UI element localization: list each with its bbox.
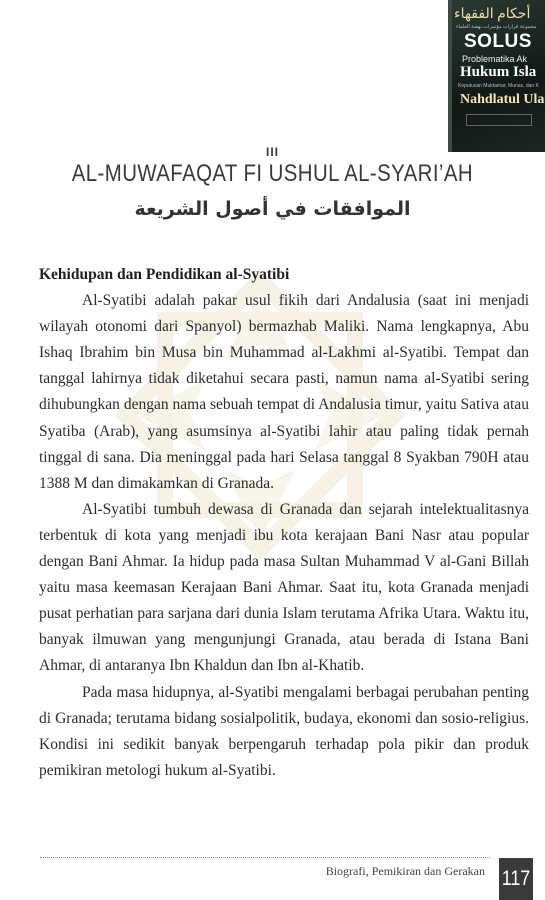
paragraph: Pada masa hidupnya, al-Syatibi mengalami berbagai perubahan penting di Granada; terutama bidang sosialpolitik, budaya, ekonomi dan sosio-religius. Kondisi ini sedikit banyak berpengaruh terhadap pola pikir dan produk pemikiran metologi hukum al-Syatibi. bbox=[39, 683, 529, 779]
cover-hukum: Hukum Isla bbox=[460, 64, 537, 80]
footer-divider bbox=[40, 857, 490, 858]
running-footer: Biografi, Pemikiran dan Gerakan bbox=[325, 864, 485, 878]
cover-spine bbox=[448, 0, 452, 152]
book-cover-thumbnail[interactable] bbox=[448, 0, 545, 152]
paragraph: Al-Syatibi adalah pakar usul fikih dari Andalusia (saat ini menjadi wilayah otonomi dari Spanyol) bermazhab Maliki. Nama lengkapnya, Abu Ishaq Ibrahim bin Musa bin Muhammad al-Lakhmi al-Syatibi. Tempat dan tanggal lahirnya tidak diketahui secara pasti, namun nama al-Syatibi sering dihubungkan dengan nama sebuah tempat di Andalusia timur, yaitu Sativa atau Syatiba (Arab), yang asumsinya al-Syatibi lahir atau paling tidak pernah tinggal di sana. Dia meninggal pada hari Selasa tanggal 8 Syakban 790H atau 1388 M dan dimakamkan di Granada. bbox=[39, 292, 529, 492]
cover-author-box bbox=[466, 114, 532, 126]
cover-subtitle: مجموعة قرارات مؤتمرات نهضة العلماء bbox=[456, 24, 537, 30]
cover-solus: SOLUS bbox=[464, 31, 532, 52]
cover-problematika: Problematika Ak bbox=[462, 54, 528, 64]
body-text bbox=[39, 262, 529, 784]
cover-arabic-title: أحكام الفقهاء bbox=[454, 7, 531, 22]
paragraph: Al-Syatibi tumbuh dewasa di Granada dan sejarah intelektualitasnya terbentuk di kota yang menjadi ibu kota kerajaan Bani Nasr atau popular dengan Bani Ahmar. Ia hidup pada masa Sultan Muhammad V al-Gani Billah yaitu masa keemasan Kerajaan Bani Ahmar. Saat itu, kota Granada menjadi pusat perhatian para sarjana dari dunia Islam terutama Afrika Utara. Waktu itu, banyak ilmuwan yang mengunjungi Granada, atau berada di Istana Bani Ahmar, di antaranya Ibn Khaldun dan Ibn al-Khatib. bbox=[39, 500, 529, 675]
cover-keputusan: Keputusan Muktamar, Munas, dan K bbox=[458, 83, 539, 89]
chapter-title: AL-MUWAFAQAT FI USHUL AL-SYARI’AH bbox=[71, 160, 474, 187]
chapter-number: III bbox=[265, 145, 279, 159]
cover-nahdlatul: Nahdlatul Ula bbox=[460, 92, 545, 107]
section-heading: Kehidupan dan Pendidikan al-Syatibi bbox=[39, 266, 290, 283]
page-number: 117 bbox=[499, 858, 533, 900]
chapter-arabic-title: الموافقات في أصول الشريعة bbox=[134, 198, 411, 220]
